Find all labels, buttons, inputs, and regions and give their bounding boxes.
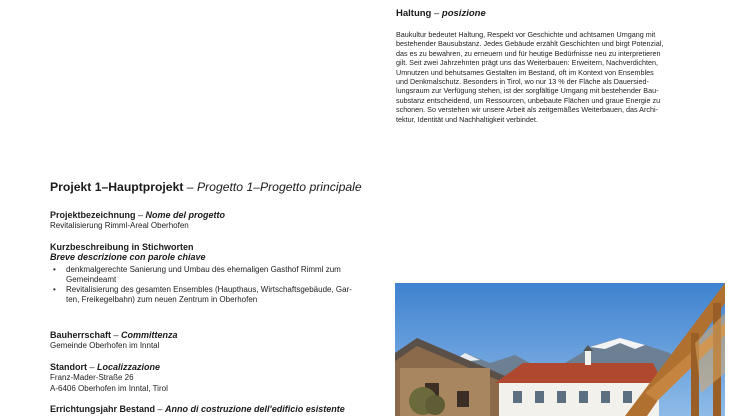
- project-photo: [395, 283, 725, 416]
- client-value: Gemeinde Oberhofen im Inntal: [50, 341, 160, 350]
- location-label-it: Localizzazione: [97, 362, 161, 372]
- haltung-line: das es zu bewahren, zu erneuern und für heutige Bedürfnisse neu zu interpretieren: [396, 48, 661, 58]
- short-description-section: [50, 242, 390, 305]
- client-section: [50, 330, 178, 351]
- construction-year-section: [50, 404, 345, 414]
- list-item-line: Gemeindeamt: [66, 275, 117, 284]
- haltung-line: Umnutzen und behutsames Gestalten im Bestand, oft im Kontext von Ensembles: [396, 67, 654, 77]
- haltung-line: schonen. So verstehen wir unsere Arbeit als zeitgemäßes Weiterbauen, das Archi-: [396, 105, 658, 115]
- list-item: [50, 265, 390, 285]
- location-section: [50, 362, 168, 394]
- haltung-heading-it: posizione: [441, 8, 486, 19]
- location-label: [50, 362, 168, 372]
- haltung-line: Baukultur bedeutet Haltung, Respekt vor Geschichte und achtsamen Umgang mit: [396, 30, 656, 39]
- haltung-line: substanz entscheidend, um Ressourcen, unbebaute Flächen und graue Energie zu: [396, 95, 661, 105]
- haltung-line: bestehender Bausubstanz. Jedes Gebäude erzählt Geschichten und birgt Potenzial,: [396, 39, 664, 49]
- haltung-heading: [396, 8, 486, 19]
- location-label-sep: –: [87, 362, 98, 372]
- project-name-value: Revitalisierung Rimml-Areal Oberhofen: [50, 221, 189, 230]
- project-photo-image: [395, 283, 725, 416]
- location-line: A-6406 Oberhofen im Inntal, Tirol: [50, 384, 168, 393]
- short-description-label-it: Breve descrizione con parole chiave: [50, 252, 206, 262]
- project-heading-sep: –: [183, 180, 197, 194]
- list-item-line: • Revitalisierung des gesamten Ensembles (Haupthaus, Wirtschaftsgebäude, Gar-: [66, 285, 352, 294]
- haltung-heading-sep: –: [431, 8, 442, 19]
- project-name-label: [50, 210, 225, 220]
- haltung-line: gilt. Seit zwei Jahrzehnten prägt uns das Weiterbauen: Erweitern, Nachverdichten,: [396, 58, 658, 68]
- project-name-label-de: Projektbezeichnung: [50, 210, 136, 220]
- haltung-paragraph: [396, 30, 726, 124]
- project-name-label-it: Nome del progetto: [145, 210, 226, 220]
- project-heading-de: Projekt 1–Hauptprojekt: [50, 180, 184, 194]
- list-item-line: ten, Freikegelbahn) zum neuen Zentrum in Oberhofen: [66, 295, 258, 304]
- haltung-line: tektur, Identität und Nachhaltigkeit verbindet.: [396, 114, 538, 124]
- construction-year-label: [50, 404, 345, 414]
- project-heading: [50, 180, 362, 194]
- client-label: [50, 330, 178, 340]
- haltung-line: lungsraum zur Verfügung stehen, ist der sorgfältige Umgang mit bestehender Bau-: [396, 86, 659, 96]
- client-label-it: Committenza: [121, 330, 178, 340]
- haltung-heading-de: Haltung: [396, 8, 432, 19]
- project-name-section: [50, 210, 225, 231]
- project-name-label-sep: –: [135, 210, 146, 220]
- client-label-de: Bauherrschaft: [50, 330, 112, 340]
- short-description-list: [50, 265, 390, 305]
- project-heading-it: Progetto 1–Progetto principale: [196, 180, 362, 194]
- haltung-line: und Denkmalschutz. Besonders in Tirol, wo nur 13 % der Fläche als Dauersied-: [396, 77, 649, 87]
- construction-year-label-it: Anno di costruzione dell'edificio esistente: [165, 404, 345, 414]
- list-item-line: • denkmalgerechte Sanierung und Umbau des ehemaligen Gasthof Rimml zum: [66, 265, 341, 274]
- client-label-sep: –: [111, 330, 122, 340]
- location-line: Franz-Mader-Straße 26: [50, 373, 134, 382]
- construction-year-label-sep: –: [155, 404, 166, 414]
- construction-year-label-de: Errichtungsjahr Bestand: [50, 404, 156, 414]
- short-description-label-de: Kurzbeschreibung in Stichworten: [50, 242, 194, 252]
- list-item: [50, 285, 390, 305]
- location-label-de: Standort: [50, 362, 87, 372]
